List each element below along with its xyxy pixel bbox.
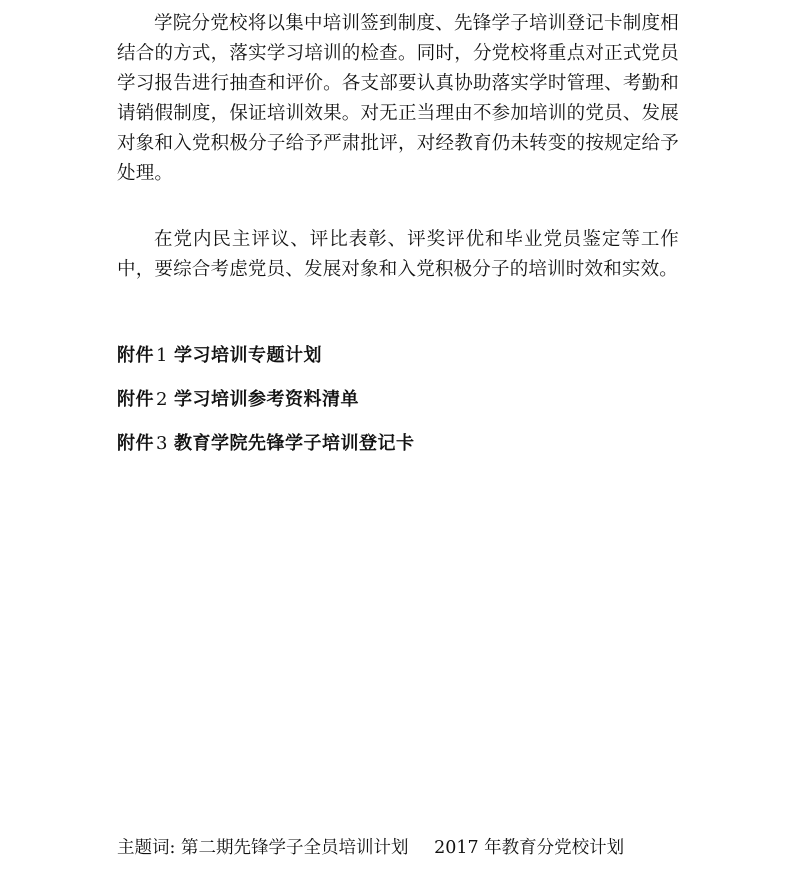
paragraph-training-inspection: 学院分党校将以集中培训签到制度、先锋学子培训登记卡制度相结合的方式，落实学习培训的检查。同时，分党校将重点对正式党员学习报告进行抽查和评价。各支部要认真协助落实学时管理、考勤和请销假制度，保证培训效果。对无正当理由不参加培训的党员、发展对象和入党积极分子给予严肃批评，对经教育仍未转变的按规定给予处理。 (117, 13, 679, 184)
subject-keywords-line (117, 834, 697, 862)
attachment-title: 学习培训参考资料清单 (173, 389, 359, 410)
attachment-list (117, 342, 677, 474)
attachment-title: 教育学院先锋学子培训登记卡 (173, 433, 415, 454)
attachment-number: 1 (156, 345, 168, 366)
attachment-number: 2 (156, 389, 168, 410)
paragraph-evaluation: 在党内民主评议、评比表彰、评奖评优和毕业党员鉴定等工作中，要综合考虑党员、发展对象和入党积极分子的培训时效和实效。 (117, 229, 679, 280)
attachment-title: 学习培训专题计划 (173, 345, 322, 366)
attachment-prefix: 附件 (117, 433, 154, 454)
subject-keywords-label: 主题词: (117, 838, 176, 858)
attachment-item-3 (117, 430, 677, 458)
attachment-prefix: 附件 (117, 345, 154, 366)
attachment-item-2 (117, 386, 677, 414)
attachment-item-1 (117, 342, 677, 370)
attachment-prefix: 附件 (117, 389, 154, 410)
subject-keyword-2: 2017 年教育分党校计划 (434, 838, 625, 858)
subject-keyword-1: 第二期先锋学子全员培训计划 (180, 838, 409, 858)
attachment-number: 3 (156, 433, 168, 454)
